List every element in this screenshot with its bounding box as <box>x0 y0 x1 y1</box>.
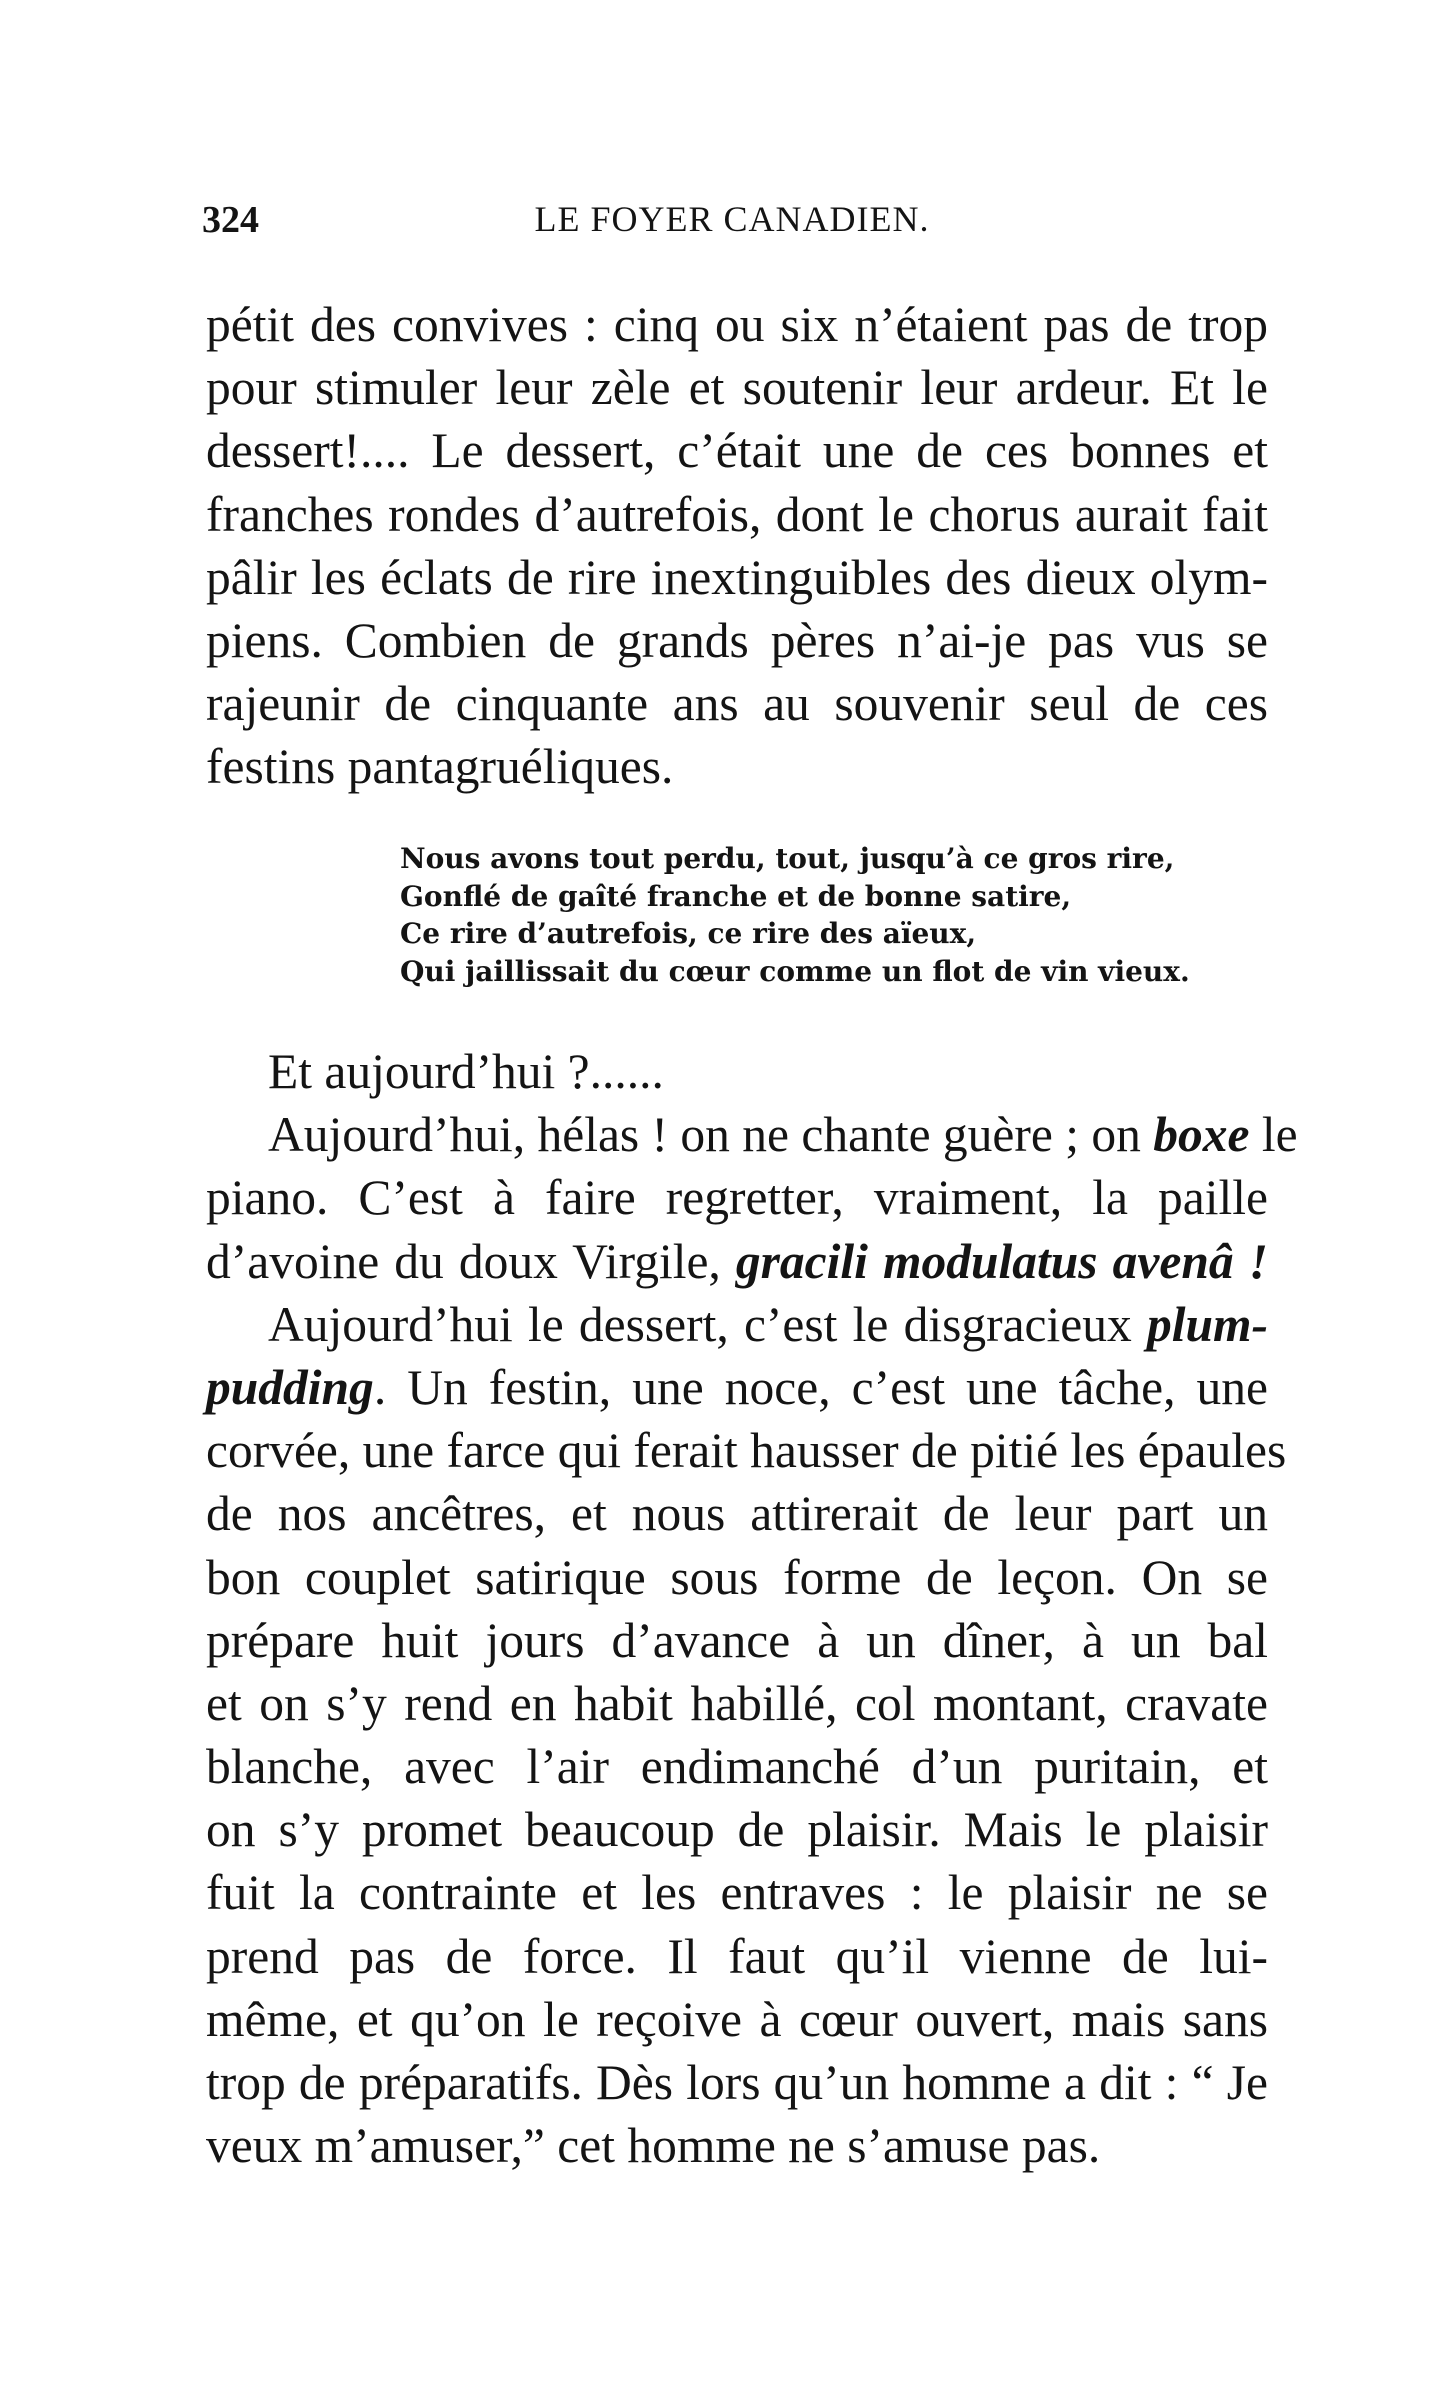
text-line: on s’y promet beaucoup de plaisir. Mais le plaisir <box>206 1802 1268 1858</box>
paragraph-1 <box>206 293 1268 799</box>
text-line: pour stimuler leur zèle et soutenir leur ardeur. Et le <box>206 360 1268 416</box>
text-line: prépare huit jours d’avance à un dîner, à un bal <box>206 1612 1268 1668</box>
verse-line: Gonflé de gaîté franche et de bonne satire, <box>400 879 1072 913</box>
verse-line: Qui jaillissait du cœur comme un flot de vin vieux. <box>400 954 1190 988</box>
text-line: rajeunir de cinquante ans au souvenir seul de ces <box>206 676 1268 732</box>
text-run: Aujourd’hui le dessert, c’est le disgracieux <box>268 1296 1147 1352</box>
text-line: veux m’amuser,” cet homme ne s’amuse pas. <box>206 2118 1101 2174</box>
text-line: prend pas de force. Il faut qu’il vienne de lui- <box>206 1928 1268 1984</box>
text-line: fuit la contrainte et les entraves : le plaisir ne se <box>206 1865 1268 1921</box>
emphasis: boxe <box>1153 1107 1250 1163</box>
page-header <box>202 198 1262 248</box>
text-line: dessert!.... Le dessert, c’était une de ces bonnes et <box>206 423 1268 479</box>
text-line: Et aujourd’hui ?...... <box>268 1044 664 1099</box>
text-run: Aujourd’hui, hélas ! on ne chante guère ; on <box>268 1107 1154 1163</box>
emphasis: plum- <box>1146 1296 1268 1352</box>
text-run: . Un festin, une noce, c’est une tâche, une <box>373 1359 1268 1415</box>
text-line: festins pantagruéliques. <box>206 739 674 795</box>
text-line <box>206 1103 1298 1166</box>
running-head: LE FOYER CANADIEN. <box>534 199 930 239</box>
emphasis: pudding <box>206 1359 374 1415</box>
text-line: corvée, une farce qui ferait hausser de pitié les épaules <box>206 1423 1287 1479</box>
text-run: le <box>1249 1107 1298 1163</box>
text-line <box>206 1356 1268 1419</box>
verse-quotation <box>400 840 1190 990</box>
text-line: même, et qu’on le reçoive à cœur ouvert, mais sans <box>206 1991 1268 2047</box>
verse-line: Ce rire d’autrefois, ce rire des aïeux, <box>400 917 977 950</box>
text-line <box>206 1230 1268 1293</box>
text-line: blanche, avec l’air endimanché d’un puritain, et <box>206 1739 1268 1795</box>
text-run: d’avoine du doux Virgile, <box>206 1233 736 1289</box>
latin-quotation: gracili modulatus avenâ ! <box>735 1233 1268 1289</box>
text-line: bon couplet satirique sous forme de leçon. On se <box>206 1549 1268 1605</box>
page-number: 324 <box>202 199 259 241</box>
text-line: trop de préparatifs. Dès lors qu’un homme a dit : “ Je <box>206 2055 1268 2110</box>
text-line: piano. C’est à faire regretter, vraiment, la paille <box>206 1170 1268 1226</box>
text-line: pétit des convives : cinq ou six n’étaient pas de trop <box>206 297 1268 352</box>
verse-line: Nous avons tout perdu, tout, jusqu’à ce gros rire, <box>400 842 1175 875</box>
text-line: piens. Combien de grands pères n’ai-je pas vus se <box>206 612 1268 668</box>
text-line: et on s’y rend en habit habillé, col montant, cravate <box>206 1675 1268 1731</box>
text-line: pâlir les éclats de rire inextinguibles des dieux olym- <box>206 549 1268 605</box>
text-line: franches rondes d’autrefois, dont le chorus aurait fait <box>206 486 1268 542</box>
paragraph-2 <box>206 1040 1298 2177</box>
text-line: de nos ancêtres, et nous attirerait de leur part un <box>206 1486 1268 1542</box>
text-line <box>206 1293 1268 1356</box>
